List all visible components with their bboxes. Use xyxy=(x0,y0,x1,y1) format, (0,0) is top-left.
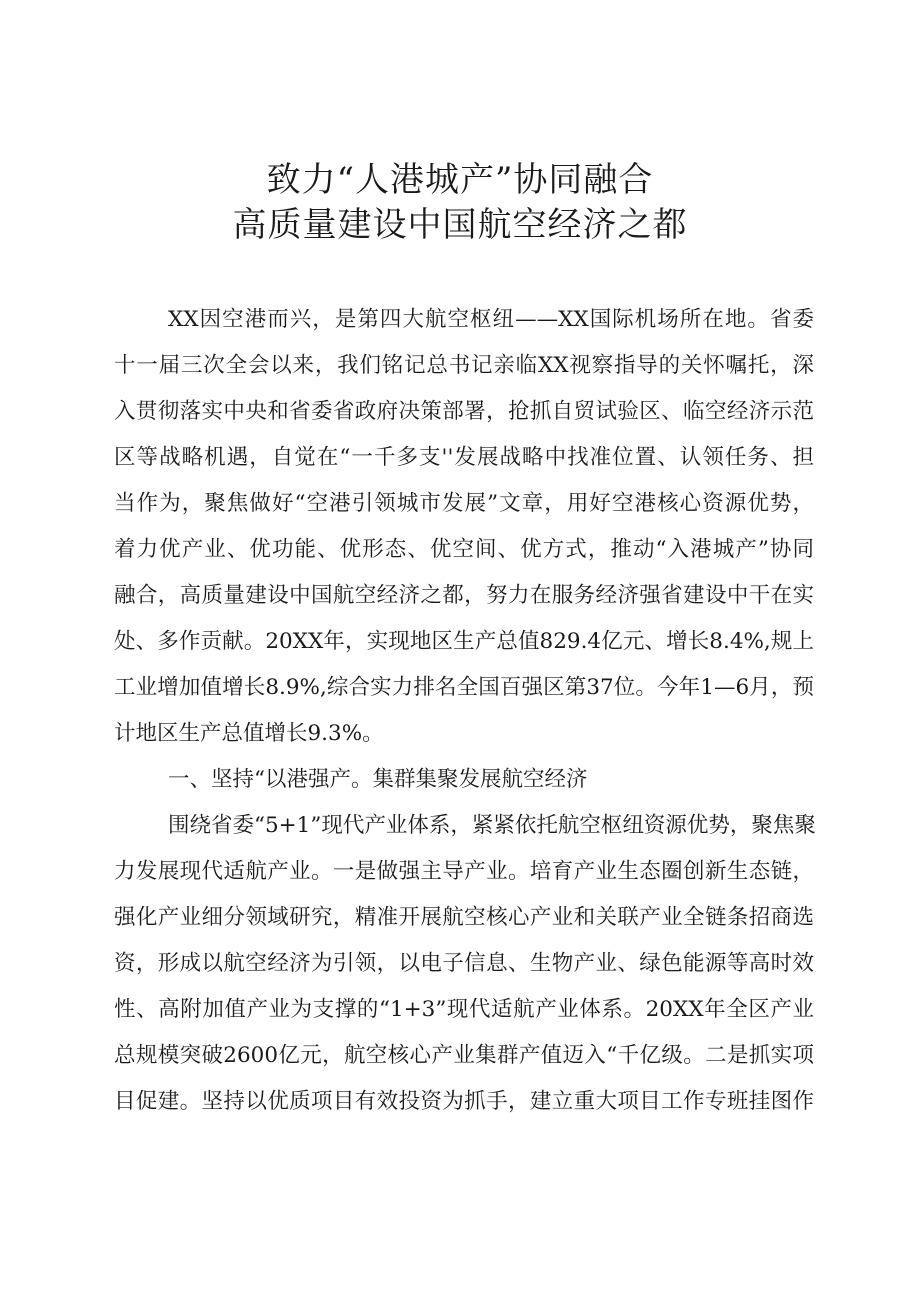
document-title-line-1: 致力“人港城产”协同融合 xyxy=(266,160,654,200)
section-heading-1: 一、坚持“以港强产。集群集聚发展航空经济 xyxy=(168,767,588,792)
paragraph-1-line-9: 工业增加值增长8.9%,综合实力排名全国百强区第37位。今年1—6月，预 xyxy=(114,675,814,700)
paragraph-2-line-2: 力发展现代适航产业。一是做强主导产业。培育产业生态圈创新生态链， xyxy=(114,859,814,884)
paragraph-1-line-1: XX因空港而兴，是第四大航空枢纽——XX国际机场所在地。省委 xyxy=(168,307,814,332)
paragraph-2-line-1: 围绕省委“5+1”现代产业体系，紧紧依托航空枢纽资源优势，聚焦聚 xyxy=(168,813,816,838)
paragraph-2-line-6: 总规模突破2600亿元，航空核心产业集群产值迈入“千亿级。二是抓实项 xyxy=(114,1043,814,1068)
paragraph-1-line-4: 区等战略机遇，自觉在“一千多支''发展战略中找准位置、认领任务、担 xyxy=(114,445,814,470)
paragraph-2-line-3: 强化产业细分领域研究，精准开展航空核心产业和关联产业全链条招商选 xyxy=(114,905,814,930)
paragraph-1-line-3: 入贯彻落实中央和省委省政府决策部署，抢抓自贸试验区、临空经济示范 xyxy=(114,399,814,424)
document-title-line-2: 高质量建设中国航空经济之都 xyxy=(232,205,688,245)
paragraph-2-line-5: 性、高附加值产业为支撑的“1+3”现代适航产业体系。20XX年全区产业 xyxy=(114,997,814,1022)
paragraph-1-line-8: 处、多作贡献。20XX年，实现地区生产总值829.4亿元、增长8.4%,规上 xyxy=(114,629,814,654)
paragraph-1-line-5: 当作为，聚焦做好“空港引领城市发展”文章，用好空港核心资源优势， xyxy=(114,491,814,516)
paragraph-2-line-4: 资，形成以航空经济为引领，以电子信息、生物产业、绿色能源等高时效 xyxy=(114,951,814,976)
paragraph-2-line-7: 目促建。坚持以优质项目有效投资为抓手，建立重大项目工作专班挂图作 xyxy=(114,1089,814,1114)
paragraph-1-line-6: 着力优产业、优功能、优形态、优空间、优方式，推动“入港城产”协同 xyxy=(114,537,814,562)
paragraph-1-line-10: 计地区生产总值增长9.3%。 xyxy=(114,721,384,746)
paragraph-1-line-7: 融合，高质量建设中国航空经济之都，努力在服务经济强省建设中干在实 xyxy=(114,583,814,608)
paragraph-1-line-2: 十一届三次全会以来，我们铭记总书记亲临XX视察指导的关怀嘱托，深 xyxy=(114,353,814,378)
